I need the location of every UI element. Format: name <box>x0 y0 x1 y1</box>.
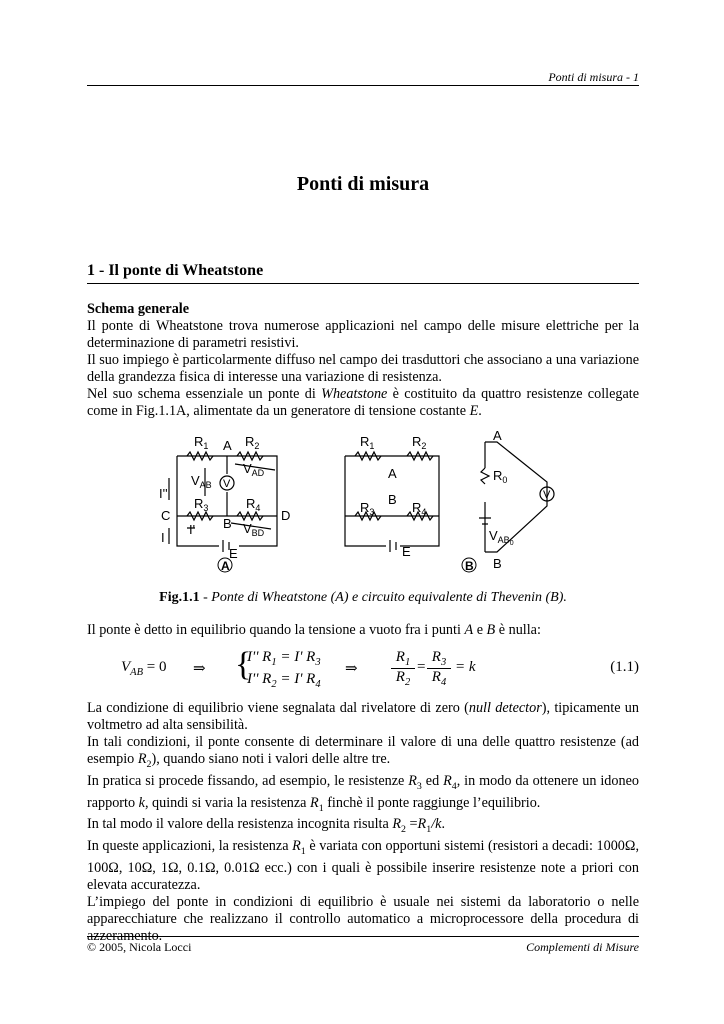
b2-node-b: B <box>493 556 502 571</box>
section-heading: 1 - Il ponte di Wheatstone <box>87 262 264 279</box>
label-vab: $V_{AB}$ <box>191 473 212 490</box>
b2-label-r0: $R_0$ <box>493 468 508 485</box>
footer-book-title: Complementi di Misure <box>526 940 639 954</box>
eq-system-line-1: I'' $R_1 = I'$ $R_3$ <box>247 649 321 668</box>
running-header: Ponti di misura - 1 <box>548 70 639 84</box>
eq-system-line-2: I'' $R_2 = I'$ $R_4$ <box>247 671 321 690</box>
voltmeter-b-icon: V <box>543 489 551 501</box>
paragraph-automation: L’impiego del ponte in condizioni di equilibrio è usuale nei sistemi da laboratorio o nelle apparecchiature che realizzano il controllo automatico a microprocessore della procedura di azzeramento. <box>87 894 639 945</box>
page-title: Ponti di misura <box>296 173 430 195</box>
label-vad: $V_{AD}$ <box>243 461 265 478</box>
paragraph-result: In tal modo il valore della resistenza incognita risulta $R_2 =R_1/k$. <box>87 816 445 836</box>
label-r1: $R_1$ <box>194 434 209 451</box>
paragraph-1: Il ponte di Wheatstone trova numerose applicazioni nel campo delle misure elettriche per la determinazione di parametri resistivi. <box>87 318 639 351</box>
label-e: E <box>229 546 238 561</box>
eq-arrow-1: ⇒ <box>193 661 206 677</box>
badge-a: A <box>221 559 230 573</box>
section-rule <box>87 283 639 284</box>
b1-label-r3: $R_3$ <box>360 500 375 517</box>
paragraph-null-detector: La condizione di equilibrio viene segnalata dal rivelatore di zero (null detector), tipicamente un voltmetro ad alta sensibilità. <box>87 700 639 733</box>
paragraph-procedure: In pratica si procede fissando, ad esempio, le resistenze $R_3$ ed $R_4$, in modo da ottenere un idoneo rapporto k, quindi si varia la resistenza $R_1$ finchè il ponte raggiunge l’equilibrio. <box>87 772 639 814</box>
b1-label-e: E <box>402 544 411 559</box>
node-a: A <box>223 438 232 453</box>
intro-block <box>87 301 639 420</box>
eq-frac-1: $R_1$ $R_2$ <box>391 649 415 688</box>
b1-label-r2: $R_2$ <box>412 434 427 451</box>
voltmeter-a-icon: V <box>223 478 231 490</box>
b2-label-vab0: $V_{AB}0$ <box>489 528 514 547</box>
eq-arrow-2: ⇒ <box>345 661 358 677</box>
label-i-prime: I' <box>189 522 196 537</box>
node-c: C <box>161 508 171 523</box>
equilibrium-intro: Il ponte è detto in equilibrio quando la tensione a vuoto fra i punti A e B è nulla: <box>87 622 541 638</box>
paragraph-decades: In queste applicazioni, la resistenza $R_1$ è variata con opportuni sistemi (resistori a decadi: 1000Ω, 100Ω, 10Ω, 1Ω, 0.1Ω, 0.01Ω ecc.) con i quali è possibile inserire resistenze note a priori con elevata accuratezza. <box>87 838 639 894</box>
footer-rule <box>87 936 639 937</box>
label-i-double-prime: I'' <box>159 486 168 501</box>
eq-vab: $V_{AB} = 0$ <box>121 659 167 678</box>
b1-node-a: A <box>388 466 397 481</box>
body-block-2 <box>87 700 639 945</box>
node-b: B <box>223 516 232 531</box>
equation-number: (1.1) <box>610 659 639 675</box>
paragraph-conditions: In tali condizioni, il ponte consente di determinare il valore di una delle quattro resistenze (ad esempio $R_2$), quando siano noti i valori delle altre tre. <box>87 734 639 770</box>
circuit-diagram <box>157 428 577 578</box>
equation-1-1: $V_{AB} = 0$ ⇒ { I'' $R_1 = I'$ $R_3$ I'' $R_2 = I'$ $R_4$ ⇒ $R_1$ $R_2$ = $R_3$ $R_4$ = k (1.1) <box>121 646 639 690</box>
badge-b: B <box>465 559 474 573</box>
label-i: I <box>161 530 165 545</box>
label-r4: $R_4$ <box>246 496 261 513</box>
paragraph-2: Il suo impiego è particolarmente diffuso nel campo dei trasduttori che associano a una variazione della grandezza fisica di interesse una variazione di resistenza. <box>87 352 639 385</box>
label-r3: $R_3$ <box>194 496 209 513</box>
header-rule <box>87 85 639 86</box>
node-d: D <box>281 508 291 523</box>
b1-node-b: B <box>388 492 397 507</box>
footer-copyright: © 2005, Nicola Locci <box>87 940 192 954</box>
b1-label-r1: $R_1$ <box>360 434 375 451</box>
label-r2: $R_2$ <box>245 434 260 451</box>
label-vbd: $V_{BD}$ <box>243 521 265 538</box>
b2-node-a: A <box>493 428 502 443</box>
figure-1-1 <box>157 428 577 583</box>
figure-caption: Fig.1.1 - Ponte di Wheatstone (A) e circuito equivalente di Thevenin (B). <box>159 590 567 605</box>
subsection-heading: Schema generale <box>87 301 190 317</box>
b1-label-r4: $R_4$ <box>412 500 427 517</box>
eq-frac-2: $R_3$ $R_4$ <box>427 649 451 688</box>
eq-k: = k <box>455 659 476 675</box>
paragraph-3: Nel suo schema essenziale un ponte di Wheatstone è costituito da quattro resistenze collegate come in Fig.1.1A, alimentate da un generatore di tensione costante E. <box>87 386 639 419</box>
eq-brace: { <box>235 646 252 683</box>
